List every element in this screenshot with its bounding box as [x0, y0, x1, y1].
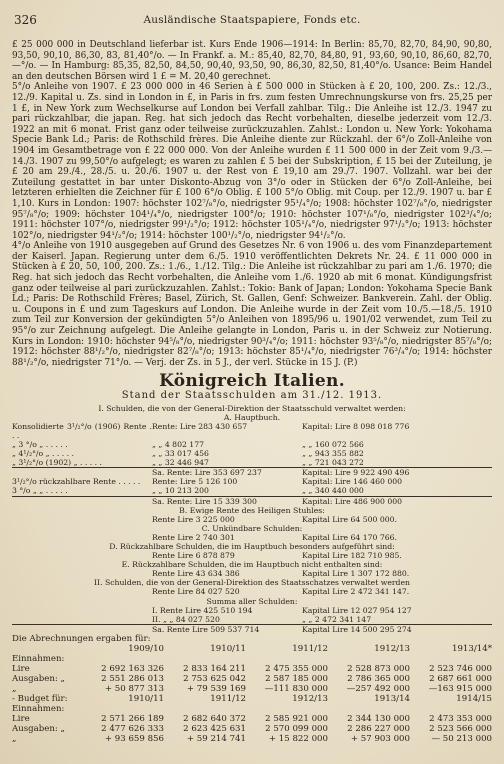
table-row: „ 3 °/o „ . . . . . „ „ 4 802 177 „ „ 160 072 566: [12, 439, 364, 449]
c-row: Rente Lire 2 740 301 Kapital Lire 64 170 766.: [152, 532, 397, 542]
page-header: [14, 13, 490, 29]
table-row: „ 3¹/₂°/o (1902) „ . . . . . „ „ 32 446 947 „ „ 721 043 272: [12, 458, 492, 468]
sum-row: I. Rente Lire 425 510 194 Kapital Lire 12 027 954 127: [152, 605, 412, 615]
paragraph-1: £ 25 000 000 in Deutschland lieferbar ist. Kurs Ende 1906—1914: In Berlin: 85,70, 82,70, 84,90, 90,80, 93,50, 90,10, 86,30, 83, 81,40°/o. — In Frankf. a. M.: 85,40, 82,70, 84,80, 91, 93,60, 90,10, 86,60, 82,70, —°/o. — In Hamburg: 85,35, 82,50, 84,50, 90,40, 93,50, 90, 86,30, 82,50, 81,40°/o. Usance: Beim Handel an den deutschen Börsen wird 1 £ = M. 20,40 gerechnet.: [12, 40, 492, 82]
table-row: 3 °/o „ „ . . . . . „ „ 10 213 200 „ „ 340 440 000: [12, 486, 492, 496]
paragraph-2: 5°/o Anleihe von 1907. £ 23 000 000 in 46 Serien à £ 500 000 in Stücken à £ 20, 100, 200. Zs.: 12./3., 12./9. Kapital u. Zs. sind in London in £, in Paris in frs. zum festen Umrechnungskurse von frs. 25,25 per 1 £, in New York zum Wechselkurse auf London bei Verfall zahlbar. Tilg.: Die Anleihe ist 12./3. 1947 zu pari rückzahlbar, die japan. Reg. hat sich jedoch das Recht vorbehalten, dieselbe jederzeit vom 12./3. 1922 an mit 6 monat. Frist ganz oder teilweise zurückzuzahlen. Zahlst.: London u. New York: Yokohama Specie Bank Ld.; Paris: de Rothschild frères. Die Anleihe diente zur Rückzahl. der 6°/o Zoll-Anleihe von 1904 im Gesamtbetrage von £ 22 000 000. Von der Anleihe wurden £ 11 500 000 in der Zeit vom 9./3.—14./3. 1907 zu 99,50°/o aufgelegt; es waren zu zahlen £ 5 bei der Subskription, £ 15 bei der Zuteilung, je £ 20 am 29./4., 28./5. u. 20./6. 1907 u. der Rest von £ 19,10 am 29./7. 1907. Vollzahl. war bei der Zuteilung gestattet in bar unter Diskonto-Abzug von 3°/o oder in Stücken der 6°/o Zoll-Anleihe, bei letzteren erhielten die Zeichner für £ 100 6°/o Oblig. £ 100 5°/o Oblig. mit Coup. per 12./9. 1907 u. bar £ 1,10. Kurs in London: 1907: höchster 102⁷/₈°/o, niedrigster 95¹/₄°/o; 1908: höchster 102⁷/₈°/o, niedrigster 95⁷/₈°/o; 1909: höchster 104¹/₄°/o, niedrigster 100°/o; 1910: höchster 107¹/₈°/o, niedrigster 102³/₄°/o; 1911: höchster 107°/o, niedrigster 99¹/₂°/o; 1912: höchster 105¹/₄°/o, niedrigster 97¹/₂°/o; 1913: höchster 102°/o, niedrigster 94¹/₂°/o; 1914: höchster 100¹/₂°/o, niedrigster 94¹/₂°/o.: [12, 82, 492, 241]
page-number: 326: [14, 13, 37, 27]
budget-row: Einnahmen: Lire 2 571 266 189 2 682 640 372 2 585 921 000 2 344 130 000 2 473 353 000: [12, 703, 492, 724]
part1-heading: I. Schulden, die von der General-Direktion der Staatsschuld verwaltet werden:: [98, 403, 406, 413]
table-row: 3¹/₂°/o rückzahlbare Rente . . . . . Rente: Lire 5 126 100 Kapital: Lire 146 460 000: [12, 477, 403, 487]
budget-years-row: - Budget für: 1910/11 1911/12 1912/13 1913/14 1914/15: [12, 693, 492, 704]
budget-row: Ausgaben: „ 2 551 286 013 2 753 625 042 2 587 185 000 2 786 365 000 2 687 661 000: [12, 673, 492, 684]
paragraph-3: 4°/o Anleihe von 1910 ausgegeben auf Grund des Gesetzes Nr. 6 von 1906 u. des vom Finanzdepartement der Kaiserl. Japan. Regierung unter dem 6./5. 1910 veröffentlichten Dekrets Nr. 24. £ 11 000 000 in Stücken à £ 20, 50, 100, 200. Zs.: 1./6., 1./12. Tilg.: Die Anleihe ist rückzahlbar zu pari am 1./6. 1970; die Reg. hat sich jedoch das Recht vorbehalten, die Anleihe vom 1./6. 1920 ab mit 6 monat. Kündigungsfrist ganz oder teilweise al pari zurückzuzahlen. Zahlst.: Tokio: Bank of Japan; London: Yokohama Specie Bank Ld.; Paris: De Rothschild Frères; Basel, Zürich, St. Gallen, Genf: Schweizer. Bankverein. Zahl. der Oblig. u. Coupons in £ und zum Tageskurs auf London. Die Anleihe wurde in der Zeit vom 10./5.—18./5. 1910 zum Teil zur Konversion der gekündigten 5°/o Anleihen von 1895/96 u. 1901/02 verwendet, zum Teil zu 95°/o zur Zeichnung aufgelegt. Die Anleihe gelangte in London, Paris u. in der Schweiz zur Notierung. Kurs in London: 1910: höchster 94⁵/₈°/o, niedrigster 90³/₄°/o; 1911: höchster 93⁵/₈°/o, niedrigster 85⁷/₈°/o; 1912: höchster 88¹/₂°/o, niedrigster 82⁷/₈°/o; 1913: höchster 85¹/₄°/o, niedrigster 76³/₄°/o; 1914: höchster 88¹/₂°/o, niedrigster 71°/o. — Verj. der Zs. in 5 J., der verl. Stücke in 15 J. (P.): [12, 241, 492, 368]
table-row: Konsolidierte 3¹/₂°/o (1906) Rente . . . Rente: Lire 283 430 657 Kapital: Lire 8 098 018 776: [12, 421, 410, 440]
budget-row: „ + 93 659 856 + 59 214 741 + 15 822 000 + 57 903 000 — 50 213 000: [12, 733, 492, 744]
sum-total-row: Sa. Rente Lire 509 537 714 Kapital Lire 14 500 295 274: [152, 624, 412, 634]
b-row: Rente Lire 3 225 000 Kapital Lire 64 500 000.: [152, 514, 397, 524]
c-heading: C. Unkündbare Schulden:: [201, 523, 303, 533]
page-body: [12, 40, 492, 744]
budget-section: [12, 634, 492, 744]
e-heading: E. Rückzahlbare Schulden, die im Hauptbuch nicht enthalten sind:: [121, 560, 383, 570]
budget-row: Einnahmen: Lire 2 692 163 326 2 833 164 211 2 475 355 000 2 528 873 000 2 523 746 000: [12, 653, 492, 674]
running-head: Ausländische Staatspapiere, Fonds etc.: [143, 14, 361, 26]
sum-row: Sa. Rente: Lire 15 339 300 Kapital: Lire 486 900 000: [152, 496, 403, 506]
d-heading: D. Rückzahlbare Schulden, die im Hauptbuch besonders aufgeführt sind:: [109, 542, 395, 551]
sum-heading: Summa aller Schulden:: [206, 596, 298, 606]
a-table: [12, 422, 492, 506]
section-title: Königreich Italien.: [159, 371, 345, 392]
part2-heading: II. Schulden, die von der General-Direktion des Staatsschatzes verwaltet werden: [94, 578, 410, 588]
e-row: Rente Lire 43 634 386 Kapital Lire 1 307 172 880.: [152, 569, 410, 579]
budget-row: „ + 50 877 313 + 79 539 169 —111 830 000 —257 492 000 —163 915 000: [12, 683, 492, 694]
sum-row: Sa. Rente: Lire 353 697 237 Kapital: Lire 9 922 490 496: [152, 468, 410, 478]
budget-years-row: 1909/10 1910/11 1911/12 1912/13 1913/14*: [128, 643, 492, 654]
table-row: „ 4¹/₂°/o „ . . . . . „ „ 33 017 456 „ „ 943 355 882: [12, 449, 364, 459]
budget-heading: Die Abrechnungen ergaben für:: [12, 633, 151, 644]
section-subtitle: Stand der Staatsschulden am 31./12. 1913.: [121, 390, 383, 401]
d-row: Rente Lire 6 878 879 Kapital Lire 182 710 985.: [152, 551, 402, 561]
b-heading: B. Ewige Rente des Heiligen Stuhles:: [179, 505, 325, 515]
a-heading: A. Hauptbuch.: [223, 412, 281, 422]
part2-row: Rente Lire 84 027 520 Kapital Lire 2 472 341 147.: [152, 587, 410, 597]
sum-row: II. „ „ 84 027 520 „ „ 2 472 341 147: [12, 615, 492, 625]
budget-row: Ausgaben: „ 2 477 626 333 2 623 425 631 2 570 099 000 2 286 227 000 2 523 566 000: [12, 723, 492, 734]
